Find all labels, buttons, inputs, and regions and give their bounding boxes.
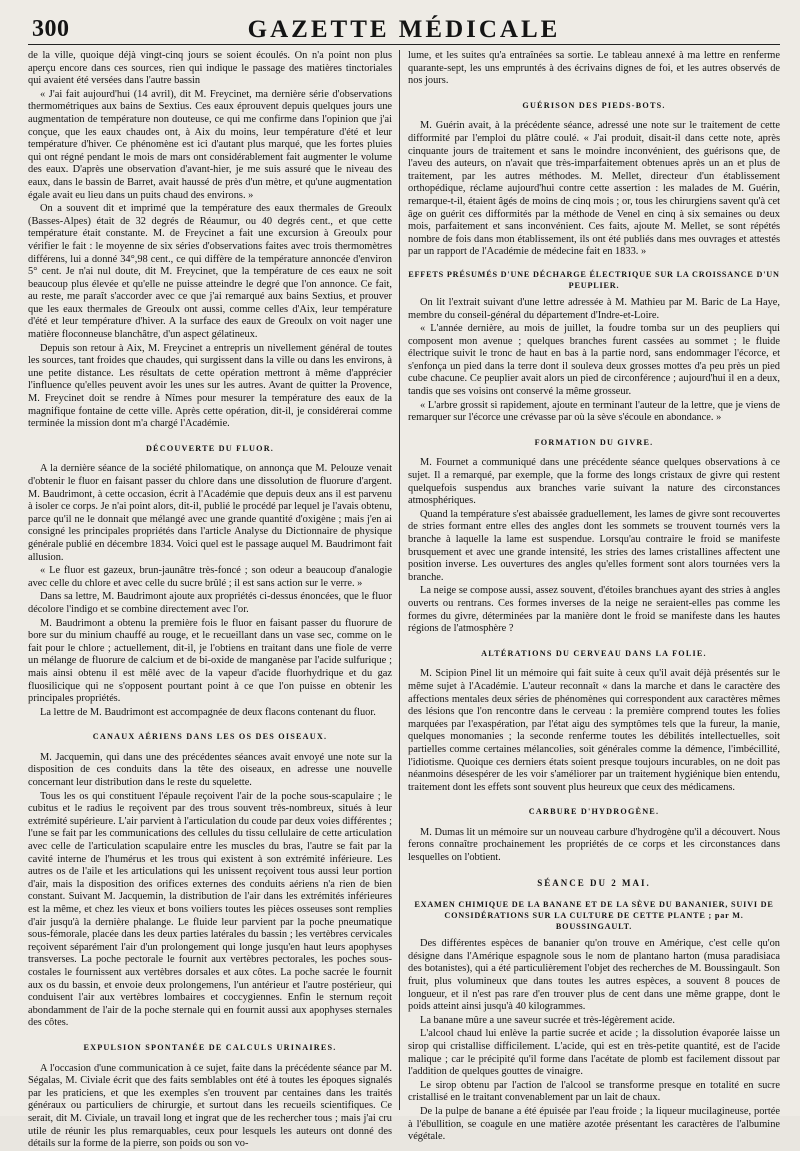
- paragraph: La banane mûre a une saveur sucrée et très-légèrement acide.: [420, 1014, 676, 1026]
- paragraph: M. Baudrimont a obtenu la première fois le fluor en faisant passer du fluorure de bore sur du minium chauffé au rouge, et le recueillant dans un vase sec, comme on le fait pour le chlore ; actuellement, dit-il, je l'obtiens en traitant dans une fiole de verre un mélange de fluorure de calcium et de bi-oxide de manganèse par l'acide sulfurique ; mais ainsi obtenu il est mêlé avec de la vapeur d'acide fluorhydrique et du gaz fluosilicique qui ne s'opposent pourtant point à ce que l'on puisse en obtenir les principales propriétés.: [28, 617, 392, 705]
- paragraph: M. Fournet a communiqué dans une précédente séance quelques observations à ce sujet. Il a remarqué, par exemple, que la forme des longs cristaux de givre qui restent quelquefois suspendus aux branches varie suivant la nature des circonstances atmosphériques.: [408, 457, 780, 507]
- paragraph: On a souvent dit et imprimé que la température des eaux thermales de Greoulx (Basses-Alpes) était de 32 degrés de Réaumur, ou 40 degrés cent., et que cette température était constante. M. de Freycinet a fait une excursion à Greoulx pour vérifier le fait : le moyenne de six séries d'observations faites avec trois thermomètres différens, lui a donné 34°,98 cent., ce qui diffère de la température annoncée d'environ 5° cent. Je n'ai nul doute, dit M. Freycinet, que la température de ces eaux ne soit beaucoup plus élevée et qu'elle ne puisse atteindre le degré que l'on annonce. Ce fait, au reste, me paraît s'accorder avec ce que j'ai remarqué aux bains Sextius, et prouver que les eaux thermales de Greoulx ont aussi, comme celles d'Aix, leur température d'été et leur température d'hiver. A la surface des eaux de Greoulx on voit nager une matière floconneuse blanchâtre, d'un aspect gélatineux.: [28, 203, 392, 341]
- section-heading: EFFETS PRÉSUMÉS D'UNE DÉCHARGE ÉLECTRIQUE SUR LA CROISSANCE D'UN PEUPLIER.: [408, 269, 780, 290]
- paragraph: « Le fluor est gazeux, brun-jaunâtre très-foncé ; son odeur a beaucoup d'analogie avec celle du chlore et avec celle du sucre brûlé ; il est sans action sur le verre. »: [28, 565, 392, 589]
- paragraph: M. Dumas lit un mémoire sur un nouveau carbure d'hydrogène qu'il a découvert. Nous ferons connaître prochainement les propriétés de ce corps et les circonstances dans lesquelles on l'obtient.: [408, 826, 780, 864]
- paragraph: Des différentes espèces de bananier qu'on trouve en Amérique, c'est celle qu'on désigne dans l'Amérique espagnole sous le nom de plantano harton (musa paradisiaca des botanistes), qui a été particulièrement l'objet des recherches de M. Boussingault. Son fruit, plus volumineux que dans toutes les autres espèces, a souvent 8 pouces de longueur, et il n'est pas rare d'en trouver plus de cent dans une même grappe, dont le poids atteint ainsi jusqu'à 40 kilogrammes.: [408, 938, 780, 1013]
- right-column: [408, 50, 780, 1143]
- section-heading: ALTÉRATIONS DU CERVEAU DANS LA FOLIE.: [481, 648, 707, 658]
- paragraph: La lettre de M. Baudrimont est accompagnée de deux flacons contenant du fluor.: [40, 706, 376, 718]
- header-rule: [28, 44, 780, 45]
- paragraph: La neige se compose aussi, assez souvent, d'étoiles branchues ayant des stries à angles ouverts ou rentrans. Ces formes inverses de la neige ne seraient-elles pas comme les formes du givre, déterminées par la manière dont le froid se manifeste dans les hautes régions de l'atmosphère ?: [408, 585, 780, 635]
- section-heading: GUÉRISON DES PIEDS-BOTS.: [522, 100, 666, 110]
- paragraph: Tous les os qui constituent l'épaule reçoivent l'air de la poche sous-scapulaire ; le cubitus et le radius le reçoivent par des trous souvent très-nombreux, situés à leur extrémité supérieure. L'air parvient à l'articulation du coude par deux voies différentes ; l'une se fait par les communications des cellules du tissu cellulaire de cette articulation avec celle de l'articulation scapulaire entre les muscles du bras, l'autre se fait par la cavité interne de l'humérus et les trous qui existent à son extrémité inférieure. Les autres os de l'aile et les articulations qui les unissent reçoivent tous aussi leur portion d'air, mais la disposition des orifices externes des conduits aériens n'a rien de bien constant. Suivant M. Jacquemin, la distribution de l'air dans les extrémités inférieures est la même, et chez les vieux et bons voiliers toutes les pièces osseuses sont remplies d'air jusqu'à la dernière phalange. Le fluide leur parvient par la poche pneumatique sous-fémorale, placée dans les deux parties latérales du bassin ; les vertèbres cervicales reçoivent séparément l'air d'un prolongement qui longe jusqu'en haut leurs apophyses transverses. La poche pectorale le fournit aux vertèbres pectorales, les poches sous-costales le fournissent aux vertèbres dorsales et aux côtes. La poche sacrée le fournit aux os du bassin, et envoie deux prolongemens, l'un antérieur et l'autre postérieur, qui conduisent l'air aux vertèbres lombaires et coccygiennes. Enfin le sternum reçoit abondamment de l'air de la poche sternale qui en fournit aussi aux apophyses sternales des côtes.: [28, 790, 392, 1029]
- page-header: [28, 14, 780, 44]
- session-date-heading: SÉANCE DU 2 MAI.: [537, 877, 651, 888]
- paragraph: de la ville, quoique déjà vingt-cinq jours se soient écoulés. On n'a point non plus aperçu encore dans ces sources, rien qui indique le passage des matières tinctoriales qui avaient été versées dans l'autre bassin: [28, 50, 392, 87]
- paragraph: M. Scipion Pinel lit un mémoire qui fait suite à ceux qu'il avait déjà présentés sur le même sujet à l'Académie. L'auteur reconnaît « dans la marche et dans le caractère des affections mentales deux séries de phénomènes qui correspondent aux caractères mêmes des lésions que l'on rencontre dans le cerveau : la première comprend toutes les folies marquées par l'exaspération, par l'état aigu des symptômes tels que la fureur, la manie, quelques monomanies ; la seconde renferme toutes les débilités intellectuelles, soit partielles comme certaines mélancolies, soit générales comme la démence, l'imbécillité, l'idiotisme. Quoique ces derniers états soient presque toujours incurables, on ne doit pas néanmoins désespérer de les voir s'améliorer par un traitement hygiénique bien entendu, traitement dont les effets sont souvent plus heureux que ceux des médicamens.: [408, 668, 780, 793]
- paragraph: Le sirop obtenu par l'action de l'alcool se transforme presque en totalité en sucre cristallisé en le traitant convenablement par un lait de chaux.: [408, 1079, 780, 1104]
- paragraph: Depuis son retour à Aix, M. Freycinet a entrepris un nivellement général de toutes les sources, tant froides que chaudes, qui surgissent dans la ville ou dans les environs, à une petite distance. Les résultats de cette opération mettront à même d'apprécier l'influence qu'elles peuvent avoir les unes sur les autres. Avant de quitter la Provence, M. Freycinet doit se rendre à Nîmes pour mesurer la température des eaux de la magnifique fontaine de cette ville. Après cette opération, dit-il, je considérerai comme terminée la mission dont m'a chargé l'Académie.: [28, 342, 392, 430]
- paragraph: Dans sa lettre, M. Baudrimont ajoute aux propriétés ci-dessus énoncées, que le fluor décolore l'indigo et se combine directement avec l'or.: [28, 591, 392, 615]
- section-heading: CANAUX AÉRIENS DANS LES OS DES OISEAUX.: [92, 732, 328, 742]
- paragraph: L'alcool chaud lui enlève la partie sucrée et acide ; la dissolution évaporée laisse un sirop qui cristallise difficilement. L'acide, qui est en très-petite quantité, est de l'acide malique ; car le précipité qu'il forme dans l'acétate de plomb est facilement dissout par l'addition de quelques gouttes de vinaigre.: [408, 1028, 780, 1078]
- paragraph: A la dernière séance de la société philomatique, on annonça que M. Pelouze venait d'obtenir le fluor en faisant passer du chlore dans une dissolution de fluorure d'argent. M. Baudrimont, à cette occasion, écrit à l'Académie que depuis deux ans il est parvenu à isoler ce corps. Je n'ai point alors, dit-il, publié le procédé par lequel je l'avais obtenu, parce qu'il ne le donnait que mélangé avec une grande quantité d'oxigène ; mais j'en ai consigné les principales propriétés dans l'article Analyse du Dictionnaire de physique générale publié en décembre 1834. Voici quel est le passage auquel M. Baudrimont fait allusion.: [28, 463, 392, 563]
- paragraph: M. Guérin avait, à la précédente séance, adressé une note sur le traitement de cette difformité par l'emploi du plâtre coulé. « J'ai produit, disait-il dans cette note, après cinquante jours de traitement et sans le moindre inconvénient, des guérisons que, de l'aveu des auteurs, on n'avait que très-imparfaitement obtenues après un an et plus de traitement, par les autres méthodes. M. Mellet, directeur d'un établissement orthopédique, réclame aujourd'hui contre cette assertion : les malades de M. Guérin, remarque-t-il, étaient âgés de moins de cinq mois ; or, tous les chirurgiens savent qu'à cet âge on guérit ces difformités par la méthode de Venel en cinq à six semaines ou deux mois, parfaitement et sans inconvénient. Ces faits, ajoute M. Mellet, se sont répétés nombre de fois dans mon établissement, ils ont été publiés dans mes ouvrages et attestés par un rapport de l'Académie de médecine fait en 1833. »: [408, 120, 780, 258]
- section-heading: EXAMEN CHIMIQUE DE LA BANANE ET DE LA SÈVE DU BANANIER, SUIVI DE CONSIDÉRATIONS SUR LA CULTURE DE CETTE PLANTE ; par M. BOUSSINGAULT.: [414, 900, 774, 932]
- paragraph: On lit l'extrait suivant d'une lettre adressée à M. Mathieu par M. Baric de La Haye, membre du conseil-général du département d'Indre-et-Loire.: [408, 296, 780, 321]
- paragraph: lume, et les suites qu'a entraînées sa sortie. Le tableau annexé à ma lettre en renferme quarante-sept, les uns empruntés à des écrivains dignes de foi, et les autres observés de nos jours.: [408, 50, 780, 87]
- section-heading: FORMATION DU GIVRE.: [534, 437, 654, 447]
- paragraph: De la pulpe de banane a été épuisée par l'eau froide ; la liqueur mucilagineuse, portée à l'ébullition, se coagule en une matière azotée présentant les caractères de l'albumine végétale.: [408, 1105, 780, 1143]
- paragraph: M. Jacquemin, qui dans une des précédentes séances avait envoyé une note sur la disposition de ces conduits dans la tête des oiseaux, en adresse une nouvelle concernant leur distribution dans le reste du squelette.: [28, 751, 392, 789]
- paragraph: « J'ai fait aujourd'hui (14 avril), dit M. Freycinet, ma dernière série d'observations thermométriques aux bains de Sextius. Ces eaux éprouvent depuis quelques jours une augmentation de température non douteuse, ce qui me confirme dans l'opinion que j'ai conçue, que les eaux chaudes ont, à Aix du moins, leur température d'été et leur température d'hiver. Ce phénomène est ici d'autant plus marqué, que les fortes pluies qui ont régné pendant le mois de mars ont considérablement fait augmenter le volume des eaux. D'après une observation d'avant-hier, je me suis assuré que le niveau des eaux, dans le bassin de Barret, avait haussé de près d'un mètre, et qu'une augmentation égale avait eu lieu dans un puits chaud des environs. »: [28, 88, 392, 201]
- paragraph: « L'arbre grossit si rapidement, ajoute en terminant l'auteur de la lettre, que je viens de remarquer sur l'écorce une crévasse par où la sève s'écoule en abondance. »: [408, 399, 780, 424]
- section-heading: EXPULSION SPONTANÉE DE CALCULS URINAIRES.: [83, 1042, 337, 1052]
- left-column: [28, 50, 392, 1150]
- section-heading: DÉCOUVERTE DU FLUOR.: [145, 443, 275, 453]
- page-number: 300: [32, 16, 70, 42]
- paragraph: « L'année dernière, au mois de juillet, la foudre tomba sur un des peupliers qui composent mon avenue ; quelques branches furent cassées au sommet ; le fluide électrique suivit le tronc de haut en bas à la partie nord, sans endommager l'écorce, et s'enfonça un pied dans la terre dont il souleva deux grosses mottes d'a peu près un pied cube chacune. Ce peuplier avait alors un pied de circonférence ; aujourd'hui il en a deux, tandis que ses voisins ont conservé la même grosseur.: [408, 323, 780, 398]
- column-divider: [399, 50, 400, 1110]
- paragraph: A l'occasion d'une communication à ce sujet, faite dans la précédente séance par M. Ségalas, M. Civiale écrit que des faits semblables ont été à toutes les époques signalés par les praticiens, et que les exemples s'en trouvent par centaines dans les traités généraux ou particuliers de chirurgie, et surtout dans les recueils scientifiques. Ce serait, dit M. Civiale, un travail long et ingrat que de les rechercher tous ; mais j'ai cru utile de réunir les plus remarquables, ceux pour lesquels les auteurs ont donné des détails sur la forme de la pierre, son poids ou son vo-: [28, 1062, 392, 1150]
- journal-title: GAZETTE MÉDICALE: [247, 16, 561, 43]
- paragraph: Quand la température s'est abaissée graduellement, les lames de givre sont recouvertes de stries formant entre elles des angles dont les sommets se trouvent tournés vers la branche à laquelle la lame est suspendue. Lorsqu'au contraire le froid se manifeste brusquement et avec une grande intensité, les stries des lames cristallines affectent une position inverse. Les ouvertures des angles qu'elles forment sont alors tournées vers la branche.: [408, 508, 780, 583]
- section-heading: CARBURE D'HYDROGÈNE.: [528, 807, 660, 817]
